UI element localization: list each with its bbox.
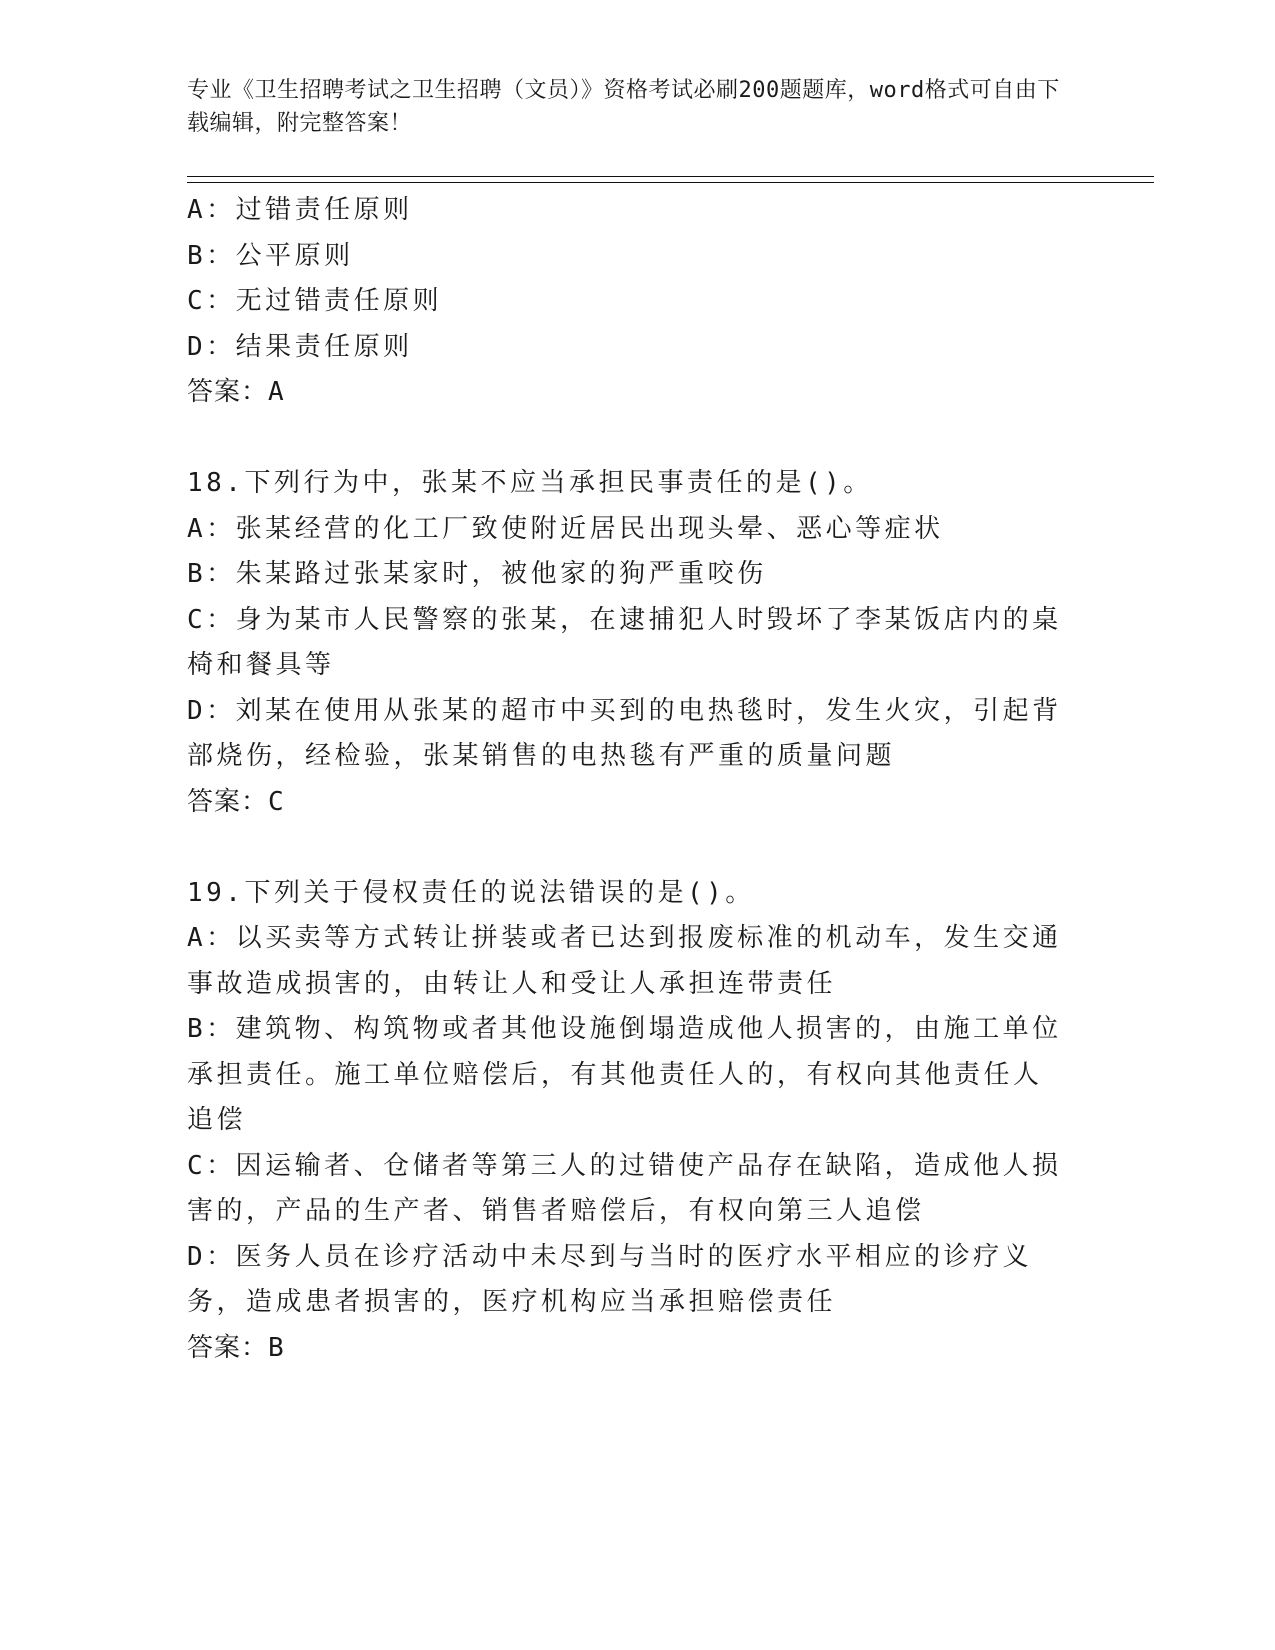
answer-line	[187, 370, 1067, 416]
option-b: B：朱某路过张某家时，被他家的狗严重咬伤	[187, 559, 767, 589]
question-list	[187, 188, 1067, 1371]
option-d: D：刘某在使用从张某的超市中买到的电热毯时，发生火灾，引起背部烧伤，经检验，张某销售的电热毯有严重的质量问题	[187, 695, 1062, 771]
question-text: 19.下列关于侵权责任的说法错误的是()。	[187, 877, 755, 908]
spacer	[187, 416, 1067, 462]
header-divider-top	[187, 176, 1154, 177]
option-a: A：以买卖等方式转让拼装或者已达到报废标准的机动车，发生交通事故造成损害的，由转让人和受让人承担连带责任	[187, 923, 1062, 999]
option-c: C：因运输者、仓储者等第三人的过错使产品存在缺陷，造成他人损害的，产品的生产者、销售者赔偿后，有权向第三人追偿	[187, 1150, 1062, 1226]
question-18	[187, 461, 1067, 825]
answer-line	[187, 1326, 1067, 1372]
header-title: 专业《卫生招聘考试之卫生招聘（文员）》资格考试必刷200题题库，word格式可自由下载编辑，附完整答案！	[187, 78, 1060, 136]
document-header	[187, 74, 1067, 140]
option-c: C：身为某市人民警察的张某，在逮捕犯人时毁坏了李某饭店内的桌椅和餐具等	[187, 604, 1062, 680]
answer-value: A	[268, 377, 285, 407]
spacer	[187, 825, 1067, 871]
question-17	[187, 188, 1067, 416]
option-a: A：过错责任原则	[187, 195, 413, 225]
option-d: D：医务人员在诊疗活动中未尽到与当时的医疗水平相应的诊疗义务，造成患者损害的，医疗机构应当承担赔偿责任	[187, 1241, 1033, 1317]
answer-value: C	[268, 786, 285, 817]
answer-line	[187, 780, 1067, 826]
option-d: D：结果责任原则	[187, 331, 413, 362]
answer-label: 答案：	[187, 377, 269, 407]
question-19	[187, 871, 1067, 1372]
header-divider-bottom	[187, 182, 1154, 183]
option-b: B：公平原则	[187, 240, 354, 271]
answer-value: B	[268, 1332, 285, 1363]
option-a: A：张某经营的化工厂致使附近居民出现头晕、恶心等症状	[187, 513, 944, 544]
option-b: B：建筑物、构筑物或者其他设施倒塌造成他人损害的，由施工单位承担责任。施工单位赔偿后，有其他责任人的，有权向其他责任人追偿	[187, 1014, 1062, 1135]
question-text: 18.下列行为中，张某不应当承担民事责任的是()。	[187, 468, 873, 498]
answer-label: 答案：	[187, 1332, 269, 1363]
answer-label: 答案：	[187, 786, 269, 817]
option-c: C：无过错责任原则	[187, 286, 443, 316]
